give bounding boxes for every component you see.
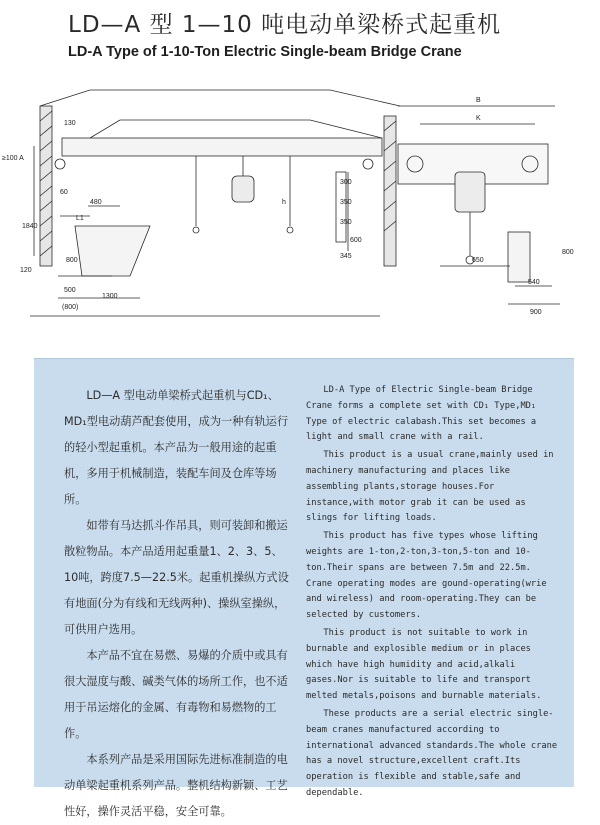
description-cn [64,383,296,825]
side-cabin [508,232,530,282]
dim-1840: 1840 [22,223,38,230]
hook-left [193,227,199,233]
dim-b: B [476,97,481,104]
dim-500: 500 [64,287,76,294]
dim-540: 540 [528,279,540,286]
cn-paragraph: LD—A 型电动单梁桥式起重机与CD₁、MD₁型电动葫芦配套使用，成为一种有轨运行的轻小型起重机。本产品为一般用途的起重机，多用于机械制造，装配车间及仓库等场所。 [64,389,289,506]
dim-800-right: 800 [562,249,574,256]
dim-350b: 350 [340,219,352,226]
page-title-cn: LD—A 型 1—10 吨电动单梁桥式起重机 [68,12,502,38]
side-hoist [455,172,485,212]
hook-right [287,227,293,233]
dim-h: h [282,199,286,206]
roof-outline [40,90,400,106]
crane-technical-drawing [0,76,600,346]
left-wall-column [40,106,52,266]
dim-k: K [476,115,481,122]
cn-paragraph: 如带有马达抓斗作吊具，则可装卸和搬运散粒物品。本产品适用起重量1、2、3、5、10吨，跨度7.5—22.5米。起重机操纵方式设有地面(分为有线和无线两种)、操纵室操纵，可供用户选用。 [64,519,289,636]
description-panel [34,358,574,818]
dim-480: 480 [90,199,102,206]
dim-800p: (800) [62,304,79,311]
dim-650: 650 [472,257,484,264]
page-title-en: LD-A Type of 1-10-Ton Electric Single-beam Bridge Crane [68,44,462,60]
description-en [306,383,558,804]
dim-900: 900 [530,309,542,316]
en-paragraph: This product is not suitable to work in burnable and explosible medium or in places which have high humidity and acid,alkali gases.Nor is suitable to life and transport melted metals,poisons and burnable materials. [306,627,542,702]
cn-paragraph: 本产品不宜在易燃、易爆的介质中或具有很大湿度与酸、碱类气体的场所工作，也不适用于吊运熔化的金属、有毒物和易燃物的工作。 [64,649,288,740]
dim-60: 60 [60,189,68,196]
dim-100a: ≥100 A [2,155,24,162]
operator-cabin [75,226,150,276]
en-paragraph: This product is a usual crane,mainly used in machinery manufacturing and places like assembling plants,storage houses.For instance,with motor grab it can be used as slings for lifting loads. [306,450,554,524]
cn-paragraph: 本系列产品是采用国际先进标准制造的电动单梁起重机系列产品。整机结构新颖、工艺性好，操作灵活平稳，安全可靠。 [64,753,288,818]
en-paragraph: LD-A Type of Electric Single-beam Bridge Crane forms a complete set with CD₁ Type,MD₁ Type of electric calabash.This set becomes a light and small crane with a rail. [306,385,537,443]
right-wheel [363,159,373,169]
en-paragraph: These products are a serial electric single-beam cranes manufactured according to international advanced standards.The whole crane has a novel structure,excellent craft.Its operation is flexible and stable,safe and dependable. [306,708,558,798]
dim-800-left: 800 [66,257,78,264]
dim-345: 345 [340,253,352,260]
main-girder [62,138,382,156]
dim-300: 300 [340,179,352,186]
electric-hoist [232,176,254,202]
dim-l1: L1 [76,215,84,222]
dim-600: 600 [350,237,362,244]
dim-350a: 350 [340,199,352,206]
right-wall-column [384,116,396,266]
dim-1300: 1300 [102,293,118,300]
dim-120: 120 [20,267,32,274]
left-wheel [55,159,65,169]
dim-130: 130 [64,120,76,127]
en-paragraph: This product has five types whose lifting weights are 1-ton,2-ton,3-ton,5-ton and 10-ton.Their spans are between 7.5m and 22.5m. Crane operating modes are gound-operating(wrie and wireless) and room-operating.They can be selected by customers. [306,531,547,621]
